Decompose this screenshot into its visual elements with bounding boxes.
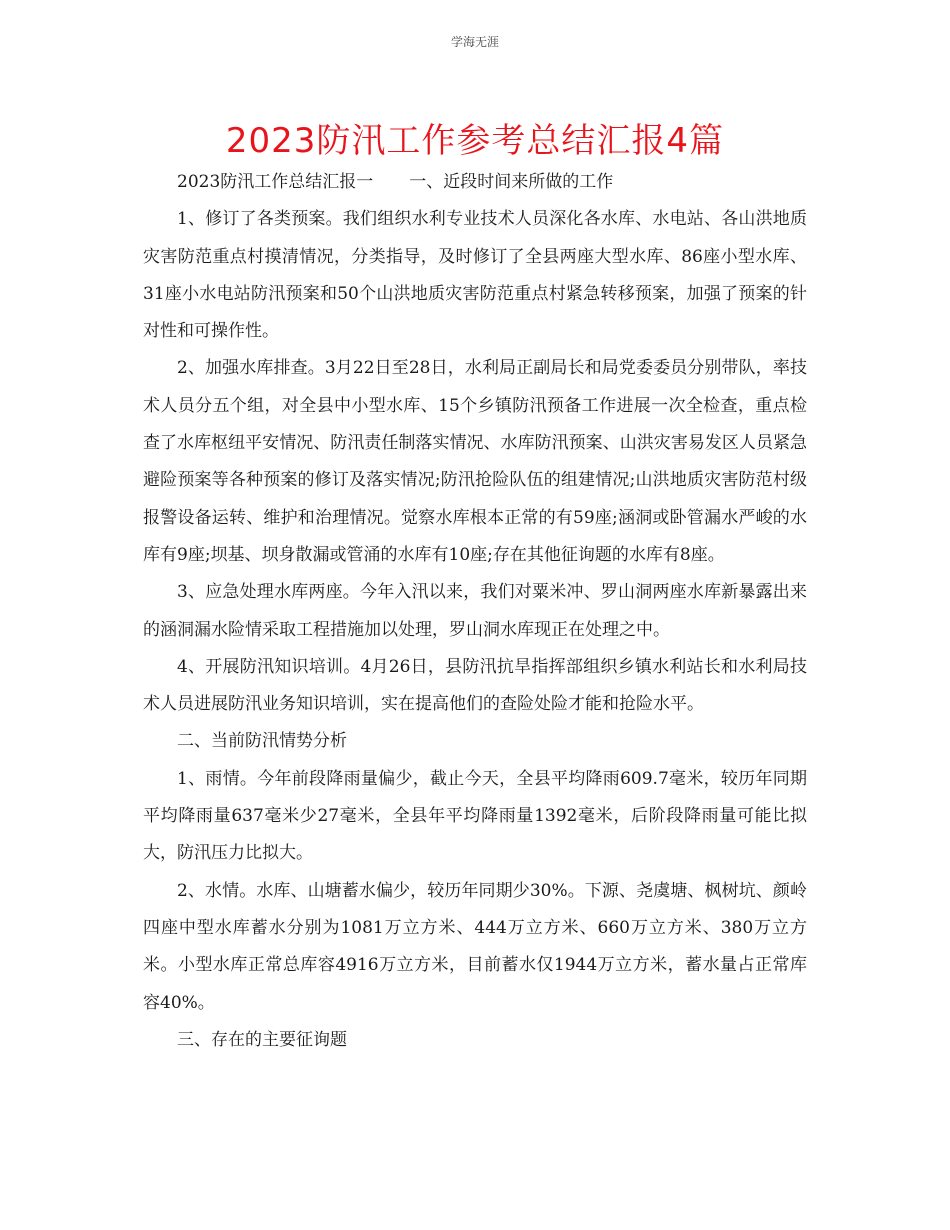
page-header: 学海无涯 (450, 35, 499, 49)
paragraph-emergency-handling: 3、应急处理水库两座。今年入汛以来，我们对粟米冲、罗山洞两座水库新暴露出来的涵洞漏水险情采取工程措施加以处理，罗山洞水库现正在处理之中。 (143, 582, 807, 640)
section-heading-2: 二、当前防汛情势分析 (177, 731, 347, 752)
document-body (143, 164, 807, 1059)
paragraph-training: 4、开展防汛知识培训。4月26日，县防汛抗旱指挥部组织乡镇水利站长和水利局技术人员进展防汛业务知识培训，实在提高他们的查险处险才能和抢险水平。 (143, 656, 807, 715)
report-subtitle-name: 2023防汛工作总结汇报一 (177, 172, 374, 192)
paragraph-water-level: 2、水情。水库、山塘蓄水偏少，较历年同期少30%。下源、尧虞塘、枫树坑、颜岭四座中型水库蓄水分别为1081万立方米、444万立方米、660万立方米、380万立方米。小型水库正常总库容4916万立方米，目前蓄水仅1944万立方米，蓄水量占正常库容40%。 (143, 880, 807, 1013)
paragraph-revise-plans: 1、修订了各类预案。我们组织水利专业技术人员深化各水库、水电站、各山洪地质灾害防范重点村摸清情况，分类指导，及时修订了全县两座大型水库、86座小型水库、31座小水电站防汛预案和50个山洪地质灾害防范重点村紧急转移预案，加强了预案的针对性和可操作性。 (143, 209, 807, 342)
section-heading-3: 三、存在的主要征询题 (177, 1029, 347, 1050)
report-subtitle (143, 164, 807, 201)
paragraph-rainfall: 1、雨情。今年前段降雨量偏少，截止今天，全县平均降雨609.7毫米，较历年同期平均降雨量637毫米少27毫米，全县年平均降雨量1392毫米，后阶段降雨量可能比拟大，防汛压力比拟大。 (143, 768, 807, 864)
paragraph-reservoir-inspection: 2、加强水库排查。3月22日至28日，水利局正副局长和局党委委员分别带队，率技术人员分五个组，对全县中小型水库、15个乡镇防汛预备工作进展一次全检查，重点检查了水库枢纽平安情况、防汛责任制落实情况、水库防汛预案、山洪灾害易发区人员紧急避险预案等各种预案的修订及落实情况;防汛抢险队伍的组建情况;山洪地质灾害防范村级报警设备运转、维护和治理情况。觉察水库根本正常的有59座;涵洞或卧管漏水严峻的水库有9座;坝基、坝身散漏或管涌的水库有10座;存在其他征询题的水库有8座。 (143, 358, 807, 565)
document-title: 2023防汛工作参考总结汇报4篇 (225, 121, 725, 161)
section-heading-1: 一、近段时间来所做的工作 (409, 172, 614, 192)
